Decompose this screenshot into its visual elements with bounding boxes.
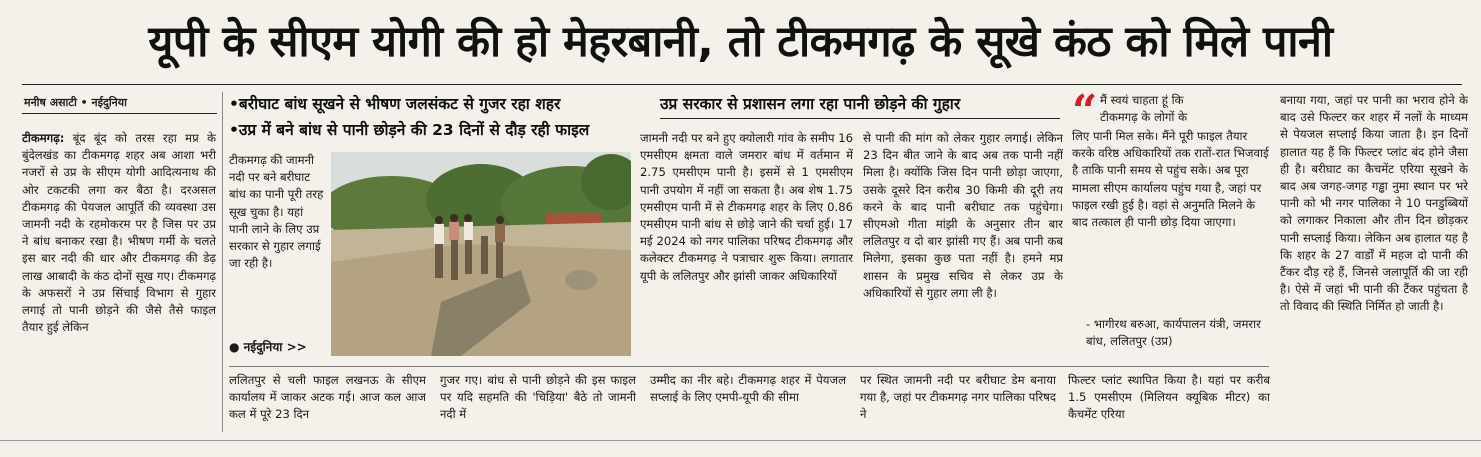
- article-column-7: बनाया गया, जहां पर पानी का भराव होने के बाद उसे फिल्टर कर शहर में नलों के माध्यम से पेयजल सप्लाई किया जाता है। इन दिनों हालात यह हैं कि फिल्टर प्लांट बंद होने जैसा ही है। बरीघाट का कैचमेंट एरिया सूखने के बाद अब जगह-जगह गड्ढा नुमा स्थान पर भरे पानी को भी नगर पालिका ने 10 पनडुब्बियों को लगाकर निकाला और तीन दिन छोड़कर पानी सप्लाई किया। लेकिन अब हालात यह है कि शहर के 27 वार्डों में महज दो पानी की टैंकर दौड़ रहे हैं, जिनसे जलापूर्ति की जा रही है। ऐसे में जहां भी पानी की टैंकर पहुंचता है तो विवाद की स्थिति निर्मित हो जाती है।: [1280, 93, 1468, 314]
- article-column-1: [22, 130, 216, 430]
- quote-mark-icon: “: [1072, 86, 1098, 137]
- bottom-rule: [0, 440, 1481, 441]
- bottom-column-5: फिल्टर प्लांट स्थापित किया है। यहां पर करीब 1.5 एमसीएम (मिलियन क्यूबिक मीटर) का कैचमेंट एरिया: [1068, 373, 1270, 422]
- column-divider: [222, 92, 223, 432]
- subhead-1: •बरीघाट बांध सूखने से भीषण जलसंकट से गुजर रहा शहर: [229, 95, 561, 113]
- quote-attribution: - भागीरथ बरुआ, कार्यपालन यंत्री, जमरार बांध, ललितपुर (उप्र): [1086, 317, 1261, 349]
- bottom-column-2: गुजर गए। बांध से पानी छोड़ने की इस फाइल पर यदि सहमति की 'चिड़िया' बैठे तो जामनी नदी में: [440, 373, 636, 422]
- bottom-column-3: उम्मीद का नीर बहे। टीकमगढ़ शहर में पेयजल सप्लाई के लिए एमपी-यूपी की सीमा: [650, 373, 846, 405]
- lower-rule: [229, 366, 1269, 367]
- photo-caption: टीकमगढ़ की जामनी नदी पर बने बरीघाट बांध का पानी पूरी तरह सूख चुका है। यहां पानी लाने के लिए उप्र सरकार से गुहार लगाई जा रही है।: [229, 153, 324, 271]
- subhead-rule: [660, 118, 1060, 119]
- nai-dunia-logo: ● नईदुनिया >>: [229, 340, 307, 354]
- top-rule: [22, 84, 1462, 85]
- article-column-5: से पानी की मांग को लेकर गुहार लगाई। लेकिन 23 दिन बीत जाने के बाद अब तक पानी नहीं मिला है। क्योंकि जिस दिन पानी छोड़ा जाएगा, उसके दूसरे दिन करीब 30 किमी की दूरी तय करने के बाद पानी बरीघाट तक पहुंचेगा। सीएमओ गीता मांझी के अनुसार तीन बार ललितपुर व दो बार झांसी गए हैं। अब पानी कब मिलेगा, इसका कुछ पता नहीं है। हमने मप्र शासन के प्रमुख सचिव से लेकर उप्र के अधिकारियों से गुहार लगा ली है।: [863, 131, 1063, 300]
- quote-text: लिए पानी मिल सके। मैंने पूरी फाइल तैयार करके वरिष्ठ अधिकारियों तक रातों-रात भिजवाई है ताकि पानी समय से पहुंच सके। अब पूरा मामला सीएम कार्यालय पहुंच गया है, जहां पर फाइल रखी हुई है। वहां से अनुमति मिलने के बाद तत्काल ही पानी छोड़ दिया जाएगा।: [1072, 129, 1269, 230]
- bottom-column-1: ललितपुर से चली फाइल लखनऊ के सीएम कार्यालय में जाकर अटक गई। आज कल आज कल में पूरे 23 दिन: [229, 373, 426, 422]
- subhead-3: उप्र सरकार से प्रशासन लगा रहा पानी छोड़ने की गुहार: [660, 95, 961, 113]
- subhead-2: •उप्र में बने बांध से पानी छोड़ने की 23 दिनों से दौड़ रही फाइल: [229, 121, 590, 139]
- headline: यूपी के सीएम योगी की हो मेहरबानी, तो टीकमगढ़ के सूखे कंठ को मिले पानी: [148, 17, 1333, 67]
- byline-rule: [22, 113, 217, 114]
- bottom-column-4: पर स्थित जामनी नदी पर बरीघाट डेम बनाया गया है, जहां पर टीकमगढ़ नगर पालिका परिषद ने: [860, 373, 1056, 422]
- column-1-text: बूंद बूंद को तरस रहा मप्र के बुंदेलखंड का टीकमगढ़ शहर अब आशा भरी नजरों से उप्र के सीएम योगी आदित्यनाथ की ओर टकटकी लगा कर बैठा है। दरअसल टीकमगढ़ की पेयजल आपूर्ति की व्यवस्था उस जामनी नदी के रहमोकरम पर है जिस पर उप्र ने बांध बनाकर रखा है। भीषण गर्मी के चलते इस बार नदी की धार और टीकमगढ़ की डेढ़ लाख आबादी के कंठ दोनों सूख गए। टीकमगढ़ के अफसरों ने उप्र सिंचाई विभाग से गुहार लगाई तो पानी छोड़ने की जैसे तैसे फाइल तैयार हुई लेकिन: [22, 131, 216, 335]
- dry-dam-photo: [331, 152, 631, 356]
- article-column-4: जामनी नदी पर बने हुए क्योलारी गांव के समीप 16 एमसीएम क्षमता वाले जमरार बांध में वर्तमान में 2.75 एमसीएम पानी है। इसमें से 1 एमसीएम पानी उपयोग में नहीं जा सकता है। अब शेष 1.75 एमसीएम पानी में से टीकमगढ़ शहर के लिए 0.86 एमसीएम पानी बांध से छोड़े जाने की चर्चा हुई। 17 मई 2024 को नगर पालिका परिषद टीकमगढ़ और कलेक्टर टीकमगढ़ ने पत्राचार शुरू किया। लगातार यूपी के ललितपुर और झांसी जाकर अधिकारियों: [640, 131, 853, 283]
- quote-first-line: मैं स्वयं चाहता हूं कि टीकमगढ़ के लोगों के: [1100, 93, 1187, 125]
- byline: मनीष असाटी • नईदुनिया: [24, 96, 128, 109]
- dateline: टीकमगढ़:: [22, 131, 65, 145]
